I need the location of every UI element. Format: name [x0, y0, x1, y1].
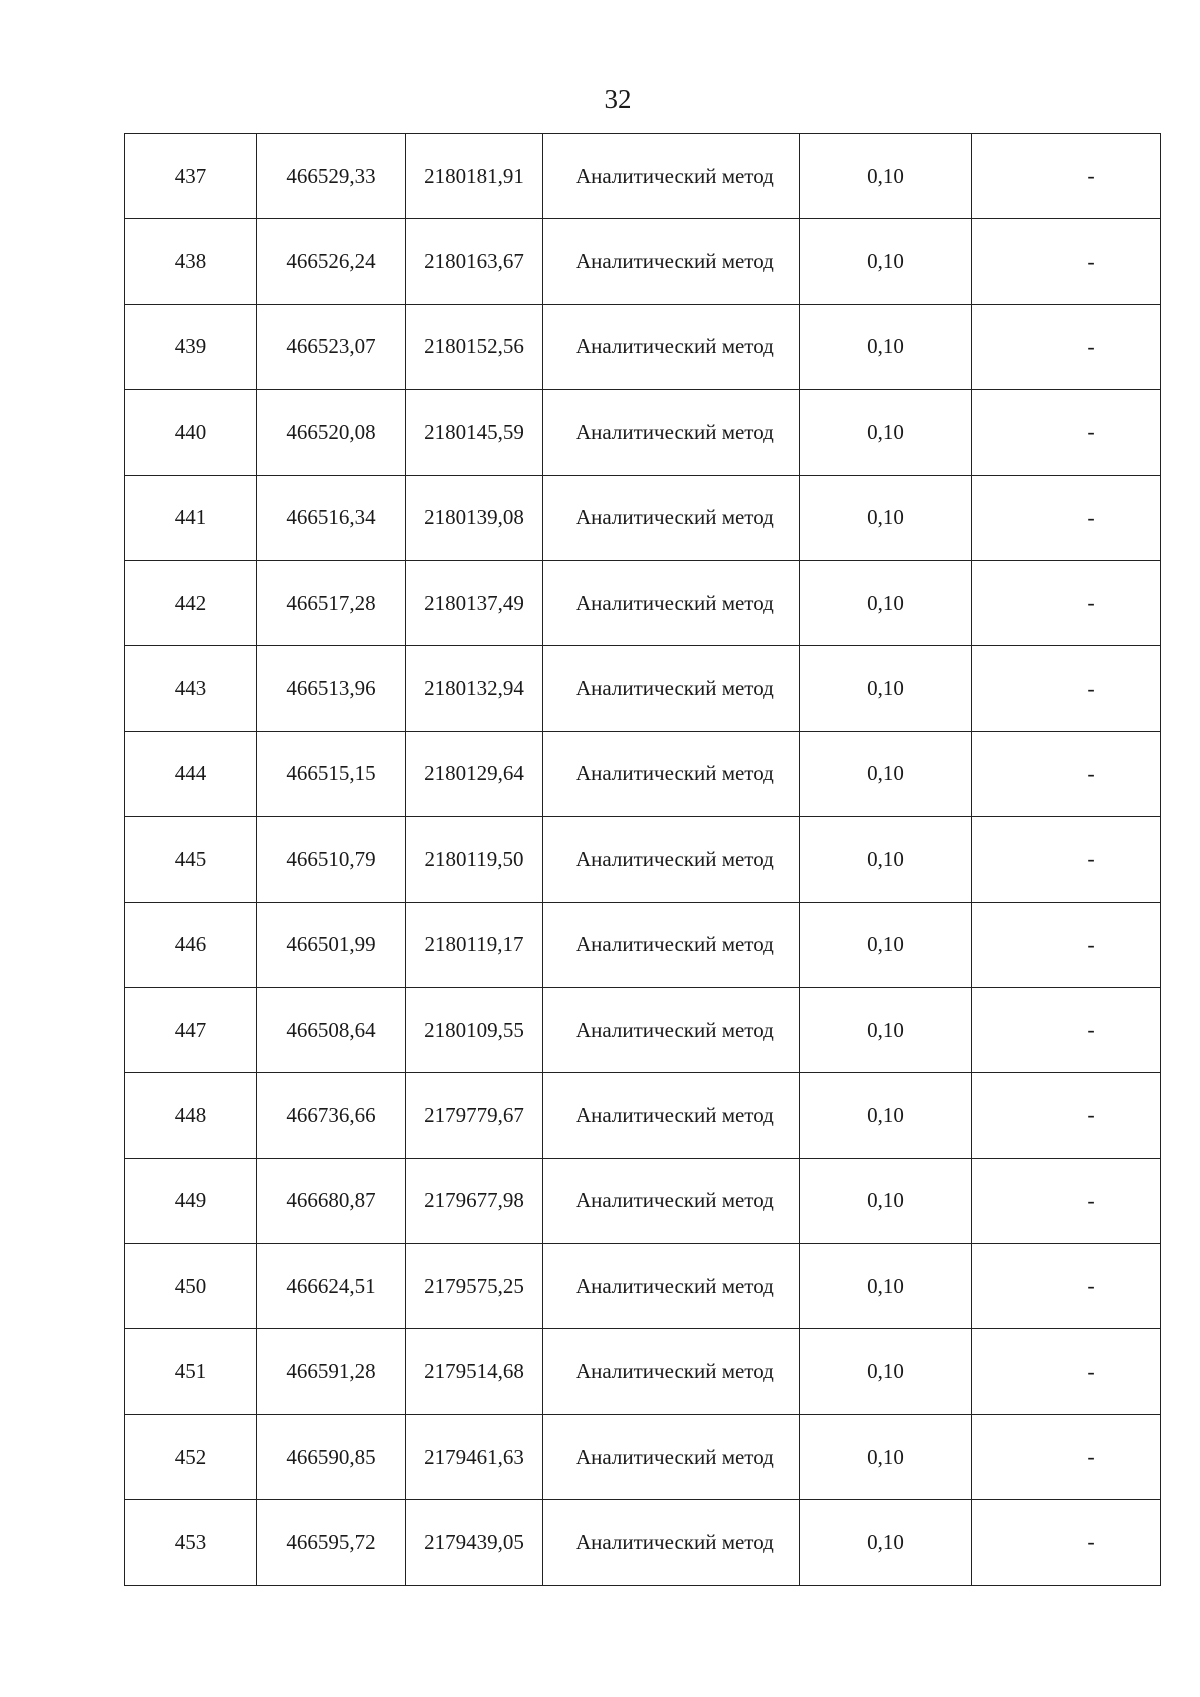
accuracy-cell: 0,10: [800, 390, 972, 475]
table-row: [125, 1158, 1161, 1243]
y-coordinate-cell: 2179575,25: [406, 1244, 543, 1329]
method-cell: Аналитический метод: [543, 1500, 800, 1585]
x-coordinate-cell: 466680,87: [257, 1158, 406, 1243]
y-coordinate-cell: 2180137,49: [406, 560, 543, 645]
accuracy-cell: 0,10: [800, 1073, 972, 1158]
table-row: [125, 731, 1161, 816]
note-cell: -: [972, 1073, 1161, 1158]
note-cell: -: [972, 987, 1161, 1072]
x-coordinate-cell: 466523,07: [257, 304, 406, 389]
method-cell: Аналитический метод: [543, 646, 800, 731]
note-cell: -: [972, 646, 1161, 731]
table-row: [125, 1414, 1161, 1499]
point-number-cell: 440: [125, 390, 257, 475]
point-number-cell: 449: [125, 1158, 257, 1243]
table-row: [125, 646, 1161, 731]
accuracy-cell: 0,10: [800, 902, 972, 987]
method-cell: Аналитический метод: [543, 731, 800, 816]
x-coordinate-cell: 466515,15: [257, 731, 406, 816]
x-coordinate-cell: 466590,85: [257, 1414, 406, 1499]
note-cell: -: [972, 475, 1161, 560]
point-number-cell: 438: [125, 219, 257, 304]
y-coordinate-cell: 2180129,64: [406, 731, 543, 816]
table-row: [125, 1073, 1161, 1158]
point-number-cell: 447: [125, 987, 257, 1072]
method-cell: Аналитический метод: [543, 902, 800, 987]
point-number-cell: 442: [125, 560, 257, 645]
x-coordinate-cell: 466513,96: [257, 646, 406, 731]
note-cell: -: [972, 390, 1161, 475]
y-coordinate-cell: 2180139,08: [406, 475, 543, 560]
table-row: [125, 390, 1161, 475]
accuracy-cell: 0,10: [800, 646, 972, 731]
accuracy-cell: 0,10: [800, 1329, 972, 1414]
accuracy-cell: 0,10: [800, 219, 972, 304]
method-cell: Аналитический метод: [543, 560, 800, 645]
x-coordinate-cell: 466508,64: [257, 987, 406, 1072]
table-row: [125, 987, 1161, 1072]
point-number-cell: 448: [125, 1073, 257, 1158]
page-number: 32: [604, 84, 632, 114]
method-cell: Аналитический метод: [543, 987, 800, 1072]
x-coordinate-cell: 466529,33: [257, 134, 406, 219]
table-row: [125, 219, 1161, 304]
method-cell: Аналитический метод: [543, 390, 800, 475]
accuracy-cell: 0,10: [800, 817, 972, 902]
note-cell: -: [972, 219, 1161, 304]
y-coordinate-cell: 2180181,91: [406, 134, 543, 219]
point-number-cell: 450: [125, 1244, 257, 1329]
method-cell: Аналитический метод: [543, 1244, 800, 1329]
point-number-cell: 453: [125, 1500, 257, 1585]
x-coordinate-cell: 466624,51: [257, 1244, 406, 1329]
accuracy-cell: 0,10: [800, 134, 972, 219]
point-number-cell: 452: [125, 1414, 257, 1499]
x-coordinate-cell: 466520,08: [257, 390, 406, 475]
method-cell: Аналитический метод: [543, 1073, 800, 1158]
table-row: [125, 560, 1161, 645]
y-coordinate-cell: 2180152,56: [406, 304, 543, 389]
accuracy-cell: 0,10: [800, 731, 972, 816]
y-coordinate-cell: 2179461,63: [406, 1414, 543, 1499]
x-coordinate-cell: 466595,72: [257, 1500, 406, 1585]
x-coordinate-cell: 466526,24: [257, 219, 406, 304]
method-cell: Аналитический метод: [543, 304, 800, 389]
accuracy-cell: 0,10: [800, 475, 972, 560]
x-coordinate-cell: 466591,28: [257, 1329, 406, 1414]
note-cell: -: [972, 1158, 1161, 1243]
y-coordinate-cell: 2180109,55: [406, 987, 543, 1072]
method-cell: Аналитический метод: [543, 1329, 800, 1414]
note-cell: -: [972, 1500, 1161, 1585]
table-row: [125, 475, 1161, 560]
point-number-cell: 451: [125, 1329, 257, 1414]
y-coordinate-cell: 2179514,68: [406, 1329, 543, 1414]
method-cell: Аналитический метод: [543, 817, 800, 902]
point-number-cell: 439: [125, 304, 257, 389]
x-coordinate-cell: 466510,79: [257, 817, 406, 902]
table-row: [125, 304, 1161, 389]
method-cell: Аналитический метод: [543, 475, 800, 560]
note-cell: -: [972, 134, 1161, 219]
y-coordinate-cell: 2179439,05: [406, 1500, 543, 1585]
point-number-cell: 441: [125, 475, 257, 560]
point-number-cell: 444: [125, 731, 257, 816]
point-number-cell: 437: [125, 134, 257, 219]
coordinates-table: [124, 133, 1161, 1586]
note-cell: -: [972, 1414, 1161, 1499]
table-row: [125, 1244, 1161, 1329]
note-cell: -: [972, 1329, 1161, 1414]
method-cell: Аналитический метод: [543, 1414, 800, 1499]
x-coordinate-cell: 466501,99: [257, 902, 406, 987]
y-coordinate-cell: 2180119,17: [406, 902, 543, 987]
note-cell: -: [972, 817, 1161, 902]
accuracy-cell: 0,10: [800, 987, 972, 1072]
table-row: [125, 1500, 1161, 1585]
accuracy-cell: 0,10: [800, 1158, 972, 1243]
method-cell: Аналитический метод: [543, 134, 800, 219]
accuracy-cell: 0,10: [800, 1414, 972, 1499]
x-coordinate-cell: 466516,34: [257, 475, 406, 560]
table-row: [125, 1329, 1161, 1414]
accuracy-cell: 0,10: [800, 1244, 972, 1329]
note-cell: -: [972, 560, 1161, 645]
accuracy-cell: 0,10: [800, 304, 972, 389]
method-cell: Аналитический метод: [543, 1158, 800, 1243]
point-number-cell: 446: [125, 902, 257, 987]
note-cell: -: [972, 304, 1161, 389]
note-cell: -: [972, 902, 1161, 987]
y-coordinate-cell: 2179779,67: [406, 1073, 543, 1158]
y-coordinate-cell: 2180163,67: [406, 219, 543, 304]
note-cell: -: [972, 731, 1161, 816]
method-cell: Аналитический метод: [543, 219, 800, 304]
y-coordinate-cell: 2180119,50: [406, 817, 543, 902]
table-row: [125, 902, 1161, 987]
y-coordinate-cell: 2179677,98: [406, 1158, 543, 1243]
table-row: [125, 817, 1161, 902]
accuracy-cell: 0,10: [800, 560, 972, 645]
x-coordinate-cell: 466517,28: [257, 560, 406, 645]
x-coordinate-cell: 466736,66: [257, 1073, 406, 1158]
y-coordinate-cell: 2180132,94: [406, 646, 543, 731]
y-coordinate-cell: 2180145,59: [406, 390, 543, 475]
point-number-cell: 443: [125, 646, 257, 731]
point-number-cell: 445: [125, 817, 257, 902]
accuracy-cell: 0,10: [800, 1500, 972, 1585]
note-cell: -: [972, 1244, 1161, 1329]
table-row: [125, 134, 1161, 219]
